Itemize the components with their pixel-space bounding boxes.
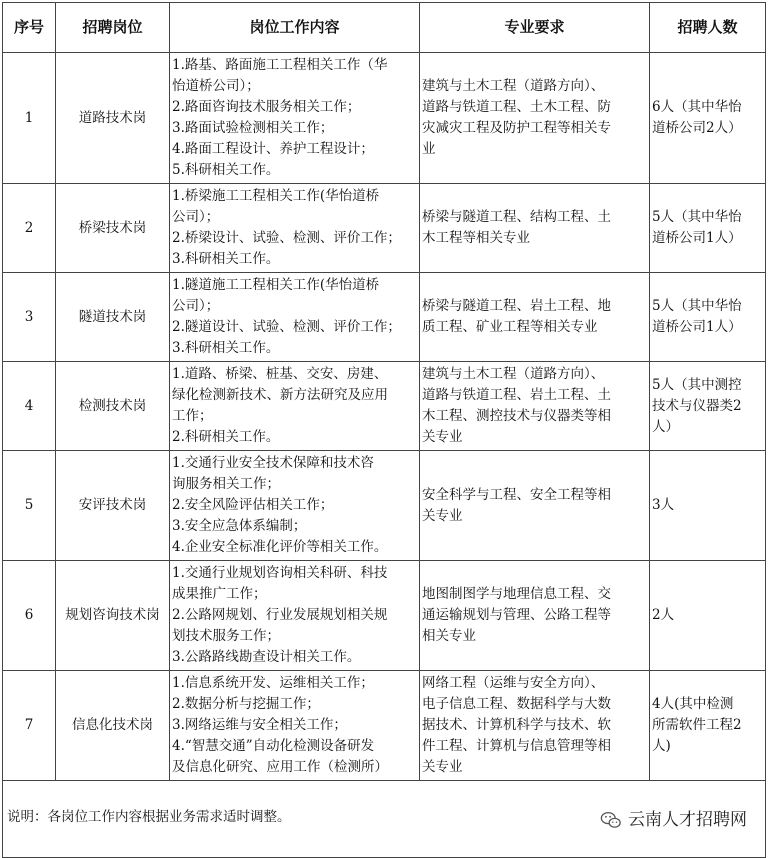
table-row xyxy=(3,273,766,362)
major-line: 建筑与土木工程（道路方向）、 xyxy=(422,366,605,382)
major-line: 电子信息工程、数据科学与大数 xyxy=(422,696,611,712)
note-row xyxy=(3,781,766,858)
major-cell xyxy=(420,451,650,561)
major-line: 通运输规划与管理、公路工程等 xyxy=(422,607,611,623)
major-line: 网络工程（运维与安全方向）、 xyxy=(422,675,605,691)
duties-cell xyxy=(170,671,420,781)
duties-line: 2.科研相关工作。 xyxy=(172,429,280,445)
duties-line: 2.路面咨询技术服务相关工作； xyxy=(172,99,361,115)
major-cell xyxy=(420,561,650,671)
table-row xyxy=(3,362,766,451)
duties-line: 1.路基、路面施工工程相关工作（华 xyxy=(172,57,388,73)
count-line: 2人 xyxy=(652,607,675,623)
header-position: 招聘岗位 xyxy=(56,3,170,53)
position-name: 道路技术岗 xyxy=(56,53,170,184)
major-line: 木工程等相关专业 xyxy=(422,230,530,246)
duties-line: 1.隧道施工工程相关工作(华怡道桥 xyxy=(172,277,380,293)
table-row xyxy=(3,671,766,781)
row-number: 6 xyxy=(3,561,56,671)
table-row xyxy=(3,451,766,561)
row-number: 3 xyxy=(3,273,56,362)
major-line: 木工程、测控技术与仪器类等相 xyxy=(422,408,611,424)
count-line: 所需软件工程2 xyxy=(652,717,742,733)
duties-line: 1.信息系统开发、运维相关工作； xyxy=(172,675,374,691)
duties-line: 询服务相关工作； xyxy=(172,476,280,492)
duties-cell xyxy=(170,184,420,273)
duties-line: 4.企业安全标准化评价等相关工作。 xyxy=(172,539,388,555)
duties-line: 3.公路路线勘查设计相关工作。 xyxy=(172,649,361,665)
row-number: 5 xyxy=(3,451,56,561)
count-line: 道桥公司2人） xyxy=(652,120,742,136)
count-cell xyxy=(650,671,766,781)
major-cell xyxy=(420,53,650,184)
major-line: 安全科学与工程、安全工程等相 xyxy=(422,486,611,503)
count-cell xyxy=(650,362,766,451)
count-line: 6人（其中华怡 xyxy=(652,99,742,115)
watermark-text: 云南人才招聘网 xyxy=(628,809,747,830)
major-line: 相关专业 xyxy=(422,628,476,644)
recruitment-table xyxy=(2,2,766,858)
major-line: 桥梁与隧道工程、结构工程、土 xyxy=(422,209,611,225)
duties-line: 4.路面工程设计、养护工程设计； xyxy=(172,141,374,157)
count-cell xyxy=(650,184,766,273)
duties-line: 2.隧道设计、试验、检测、评价工作； xyxy=(172,319,401,335)
duties-cell xyxy=(170,273,420,362)
major-line: 关专业 xyxy=(422,429,463,445)
count-line: 5人（其中测控 xyxy=(652,376,742,393)
major-line: 地图制图学与地理信息工程、交 xyxy=(422,586,611,602)
count-cell xyxy=(650,53,766,184)
row-number: 4 xyxy=(3,362,56,451)
duties-cell xyxy=(170,53,420,184)
duties-line: 划技术服务工作； xyxy=(172,628,280,644)
major-line: 业 xyxy=(422,141,436,157)
duties-line: 成果推广工作； xyxy=(172,586,267,602)
major-line: 据技术、计算机科学与技术、软 xyxy=(422,717,611,733)
table-row xyxy=(3,561,766,671)
duties-cell xyxy=(170,362,420,451)
duties-line: 及信息化研究、应用工作（检测所） xyxy=(172,759,388,775)
note-cell xyxy=(3,781,766,858)
major-line: 关专业 xyxy=(422,759,463,775)
header-duties: 岗位工作内容 xyxy=(170,3,420,53)
duties-cell xyxy=(170,561,420,671)
duties-line: 绿化检测新技术、新方法研究及应用 xyxy=(172,387,388,403)
table-row xyxy=(3,53,766,184)
duties-line: 3.安全应急体系编制； xyxy=(172,518,307,534)
note-text: 说明：各岗位工作内容根据业务需求适时调整。 xyxy=(7,809,291,825)
major-line: 道路与铁道工程、土木工程、防 xyxy=(422,99,611,115)
count-line: 人） xyxy=(652,418,679,435)
count-cell xyxy=(650,561,766,671)
major-cell xyxy=(420,362,650,451)
count-line: 人) xyxy=(652,738,671,754)
count-line: 5人（其中华怡 xyxy=(652,209,742,225)
position-name: 隧道技术岗 xyxy=(56,273,170,362)
position-name: 信息化技术岗 xyxy=(56,671,170,781)
duties-line: 2.安全风险评估相关工作； xyxy=(172,497,334,513)
count-cell xyxy=(650,273,766,362)
count-line: 5人（其中华怡 xyxy=(652,298,742,314)
row-number: 7 xyxy=(3,671,56,781)
count-line: 3人 xyxy=(652,497,675,513)
duties-line: 1.交通行业安全技术保障和技术咨 xyxy=(172,455,374,471)
position-name: 桥梁技术岗 xyxy=(56,184,170,273)
major-line: 桥梁与隧道工程、岩土工程、地 xyxy=(422,298,611,314)
duties-line: 怡道桥公司）； xyxy=(172,78,260,94)
duties-cell xyxy=(170,451,420,561)
duties-line: 4.“智慧交通”自动化检测设备研发 xyxy=(172,738,375,754)
major-cell xyxy=(420,671,650,781)
duties-line: 3.科研相关工作。 xyxy=(172,251,280,267)
count-line: 技术与仪器类2 xyxy=(652,397,742,414)
duties-line: 1.道路、桥梁、桩基、交安、房建、 xyxy=(172,366,388,382)
header-no: 序号 xyxy=(3,3,56,53)
major-line: 道路与铁道工程、岩土工程、土 xyxy=(422,387,611,403)
position-name: 规划咨询技术岗 xyxy=(56,561,170,671)
header-major: 专业要求 xyxy=(420,3,650,53)
major-line: 建筑与土木工程（道路方向）、 xyxy=(422,78,605,94)
major-line: 质工程、矿业工程等相关专业 xyxy=(422,319,598,335)
row-number: 2 xyxy=(3,184,56,273)
duties-line: 1.交通行业规划咨询相关科研、科技 xyxy=(172,565,388,581)
duties-line: 3.网络运维与安全相关工作； xyxy=(172,717,347,733)
major-line: 件工程、计算机与信息管理等相 xyxy=(422,738,611,754)
header-count: 招聘人数 xyxy=(650,3,766,53)
count-line: 道桥公司1人） xyxy=(652,230,742,246)
duties-line: 1.桥梁施工工程相关工作(华怡道桥 xyxy=(172,188,380,204)
count-line: 道桥公司1人） xyxy=(652,319,742,335)
duties-line: 3.科研相关工作。 xyxy=(172,340,280,356)
count-cell xyxy=(650,451,766,561)
major-line: 关专业 xyxy=(422,507,463,524)
wechat-icon xyxy=(600,809,622,831)
position-name: 检测技术岗 xyxy=(56,362,170,451)
duties-line: 工作； xyxy=(172,408,213,424)
duties-line: 5.科研相关工作。 xyxy=(172,162,280,178)
count-line: 4人(其中检测 xyxy=(652,696,734,712)
duties-line: 2.桥梁设计、试验、检测、评价工作； xyxy=(172,230,401,246)
major-cell xyxy=(420,184,650,273)
duties-line: 公司）； xyxy=(172,298,220,314)
major-line: 灾减灾工程及防护工程等相关专 xyxy=(422,120,611,136)
watermark xyxy=(600,809,747,831)
duties-line: 2.公路网规划、行业发展规划相关规 xyxy=(172,607,388,623)
position-name: 安评技术岗 xyxy=(56,451,170,561)
row-number: 1 xyxy=(3,53,56,184)
table-row xyxy=(3,184,766,273)
duties-line: 公司）； xyxy=(172,209,220,225)
duties-line: 2.数据分析与挖掘工作； xyxy=(172,696,320,712)
duties-line: 3.路面试验检测相关工作； xyxy=(172,120,334,136)
table-header-row xyxy=(3,3,766,53)
major-cell xyxy=(420,273,650,362)
